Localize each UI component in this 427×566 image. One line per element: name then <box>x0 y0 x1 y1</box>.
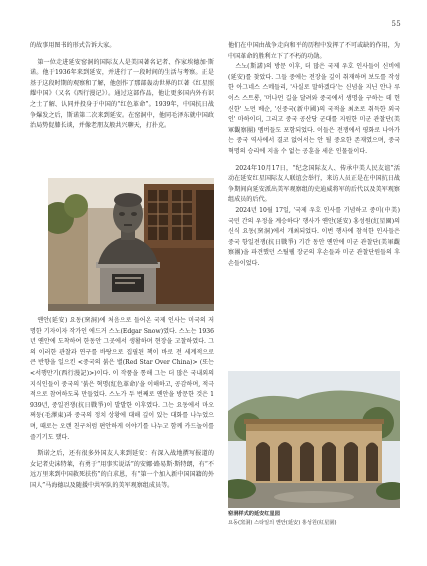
paragraph: 옌안(延安) 요동(窯洞)에 처음으로 들어온 국제 인사는 미국의 저명한 기자이자 작가인 에드거 스노(Edgar Snow)였다. 스노는 1936년 옌안에 도착하여 한동안 그곳에서 생활하며 현장을 고찰하였다. 그의 이러한 관찰과 연구를 바탕으로 집필된 책이 바로 전 세계적으로 큰 반향을 일으킨 <중국의 붉은 별(Red Star Over China)> (또는 <서행만기(西行漫記)>)이다. 이 작품을 통해 그는 더 많은 국내외의 지식인들이 중국의 '붉은 혁명(紅色革命)'을 이해하고, 공감하며, 적극적으로 참여하도록 만들었다. 스노가 두 번째로 옌안을 방문한 것은 1939년, 중일전쟁(抗日戰爭)이 발발한 이후였다. 그는 요동에서 마오쩌둥(毛澤東)과 중국의 정치 상황에 대해 깊이 있는 대화를 나누었으며, 때로는 오랜 친구처럼 편안하게 이야기를 나누고 함께 카드놀이를 즐기기도 했다. <box>30 317 214 441</box>
left-column-top <box>30 41 214 171</box>
page-number: 55 <box>391 20 401 28</box>
paragraph: 第一位走进延安窑洞的国际友人是美国著名记者、作家埃德加·斯诺。他于1936年来到延安，并进行了一段时间的生活与考察。正是基于这段时期的观察和了解，他创作了那部轰动世界的巨著《红星照耀中国》（又名《西行漫记》）。通过这部作品，他让更多国内外有识之士了解、认同并投身于中国的“红色革命”。1939年，中国抗日战争爆发之后，斯诺第二次来到延安。在窑洞中，他同毛泽东就中国政治局势促膝长谈，并像老朋友般共兴聊天，打扑克。 <box>30 58 214 130</box>
yanan-building-photo <box>228 371 400 508</box>
paragraph: 스노(斯諾)의 방문 이후, 더 많은 국제 우호 인사들이 신비에(延安)를 찾았다. 그들 중에는 전장을 깊이 취재하며 보도를 작성한 아그네스 스메들리, '사실로 말하겠다'는 신념을 지닌 안나 루이스 스트롱, '머나먼 길을 달려와 중국에서 생명을 구하는 데 헌신한' 노먼 베순, '신중국(新中國)의 국적을 최초로 취득한 외국인' 마하이더, 그리고 중국 공산당 군대를 지원한 미군 관찰단(美軍觀察團) 멤버들도 포함되었다. 이들은 전쟁에서 평화로 나아가는 중국 역사에서 결코 없어서는 안 될 중요한 존재였으며, 중국 혁명의 승리에 지울 수 없는 공훈을 세운 인물들이다. <box>228 63 400 155</box>
photo-caption-subtitle: 요동(窯洞) 스타일의 옌안(延安) 홍성원(紅星園) <box>228 520 337 526</box>
paragraph: 2024年10月17日，“纪念国际友人、传承中美人民友谊”活动在延安红星国际友人联谊会举行，来访人员正是在中国抗日战争期间向延安派出美军观察组的史迪威将军的后代以及美军观察组成员的后代。 <box>228 164 400 204</box>
statue-photo <box>48 178 214 311</box>
statue-photo-illustration <box>48 178 214 311</box>
photo-caption-title: 窑洞样式的延安红星园 <box>228 511 280 517</box>
building-photo-illustration <box>228 371 400 508</box>
left-column-bottom <box>30 316 214 562</box>
right-column <box>228 41 400 363</box>
paragraph: 斯诺之后，还有很多外国友人来到延安：有深入战地撰写报道的女记者史沫特莱，有勇于“用事实说话”的安娜·路易斯·斯特朗，有“不远万里来到中国救死扶伤”的白求恩，有“第一个加入新中国国籍的外国人”马海德以及随援中共军队的美军观察组成员等。 <box>30 450 214 489</box>
paragraph: 的故事用图书的形式告诉大家。 <box>30 42 116 49</box>
paragraph: 2024년 10월 17일, '국제 우호 인사를 기념하고 중미(中美) 국민 간의 우정을 계승하다' 행사가 옌안(延安) 홍성원(紅星園)의 신식 요동(窯洞)에서 개최되었다. 이번 행사에 참석한 인사들은 중국 항일전쟁(抗日戰爭) 기간 동안 옌안에 미군 관찰단(美軍觀察團)을 파견했던 스틸웰 장군의 후손들과 미군 관찰단원들의 후손들이었다. <box>228 206 400 267</box>
paragraph: 他们在中国由战争走向和平的历程中发挥了不可或缺的作用，为中国革命的胜利立下了不朽的功勋。 <box>228 42 400 60</box>
